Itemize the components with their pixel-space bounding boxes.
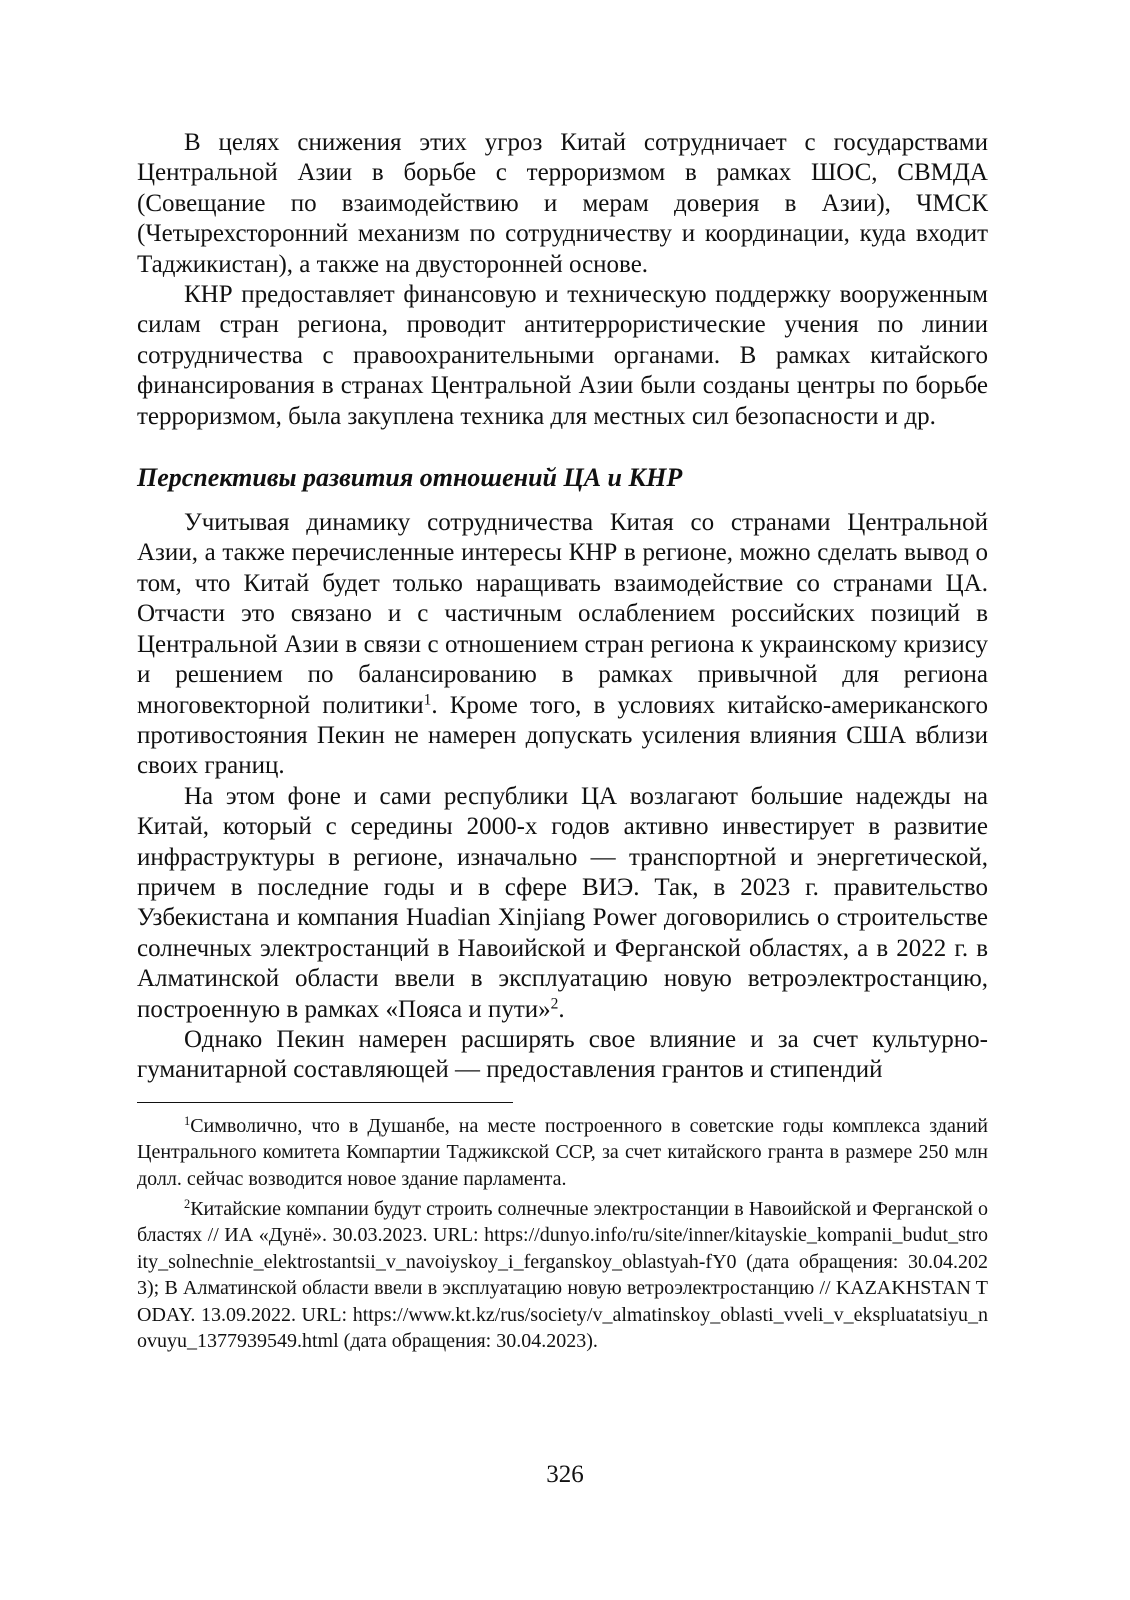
footnote-reference: 2 bbox=[550, 995, 559, 1013]
paragraph-text: . Кроме того, в условиях китайско-американского противостояния Пекин не намерен допускать усиления влияния США вблизи своих границ. bbox=[137, 691, 988, 780]
footnote-mark: 2 bbox=[184, 1197, 191, 1212]
footnote-text: Символично, что в Душанбе, на месте построенного в советские годы комплекса зданий Центрального комитета Компартии Таджикской ССР, за счет китайского гранта в размере 250 млн долл. сейчас возводится новое здание парламента. bbox=[137, 1114, 988, 1190]
section-heading: Перспективы развития отношений ЦА и КНР bbox=[137, 463, 683, 493]
body-paragraph: В целях снижения этих угроз Китай сотрудничает с государствами Центральной Азии в борьбе с терроризмом в рамках ШОС, СВМДА (Совещание по взаимодействию и мерам доверия в Азии), ЧМСК (Четырехсторонний механизм по сотрудничеству и координации, куда входит Таджикистан), а также на двусторонней основе. bbox=[137, 129, 988, 278]
page-body bbox=[137, 128, 988, 1354]
paragraph-text: Учитывая динамику сотрудничества Китая со странами Центральной Азии, а также перечисленные интересы КНР в регионе, можно сделать вывод о том, что Китай будет только наращивать взаимодействие со странами ЦА. Отчасти это связано и с частичным ослаблением российских позиций в Центральной Азии в связи с отношением стран региона к украинскому кризису и решением по балансированию в рамках привычной для региона многовекторной политики bbox=[137, 509, 988, 719]
footnote bbox=[137, 1196, 988, 1354]
paragraph-text: На этом фоне и сами республики ЦА возлагают большие надежды на Китай, который с середины 2000-х годов активно инвестирует в развитие инфраструктуры в регионе, изначально — транспортной и энергетической, причем в последние годы и в сфере ВИЭ. Так, в 2023 г. правительство Узбекистана и компания Huadian Xinjiang Power договорились о строительстве солнечных электростанций в Навоийской и Ферганской областях, а в 2022 г. в Алматинской области ввели в эксплуатацию новую ветроэлектростанцию, построенную в рамках «Пояса и пути» bbox=[137, 782, 988, 1023]
body-paragraph bbox=[137, 508, 988, 782]
footnote-text: Китайские компании будут строить солнечные электростанции в Навоийской и Ферганской областях // ИА «Дунё». 30.03.2023. URL: https://dunyo.info/ru/site/inner/kitayskie_kompanii_budut_stroity_solnechnie_elektrostantsii_v_navoiyskoy_i_ferganskoy_oblastyah-fY0 (дата обращения: 30.04.2023); В Алматинской области ввели в эксплуатацию новую ветроэлектростанцию // KAZAKHSTAN TODAY. 13.09.2022. URL: https://www.kt.kz/rus/society/v_almatinskoy_oblasti_vveli_v_ekspluatatsiyu_novuyu_1377939549.html (дата обращения: 30.04.2023). bbox=[137, 1198, 988, 1353]
footnote-separator bbox=[137, 1102, 513, 1103]
paragraph-text: . bbox=[558, 995, 565, 1023]
body-paragraph: Однако Пекин намерен расширять свое влияние и за счет культурно-гуманитарной составляющей — предоставления грантов и стипендий bbox=[137, 1025, 988, 1084]
footnote bbox=[137, 1113, 988, 1192]
footnote-reference: 1 bbox=[423, 690, 432, 708]
page-number: 326 bbox=[546, 1461, 584, 1488]
body-paragraph bbox=[137, 782, 988, 1025]
footnote-mark: 1 bbox=[184, 1113, 191, 1128]
body-paragraph: КНР предоставляет финансовую и техническую поддержку вооруженным силам стран региона, проводит антитеррористические учения по линии сотрудничества с правоохранительными органами. В рамках китайского финансирования в странах Центральной Азии были созданы центры по борьбе терроризмом, была закуплена техника для местных сил безопасности и др. bbox=[137, 281, 988, 430]
